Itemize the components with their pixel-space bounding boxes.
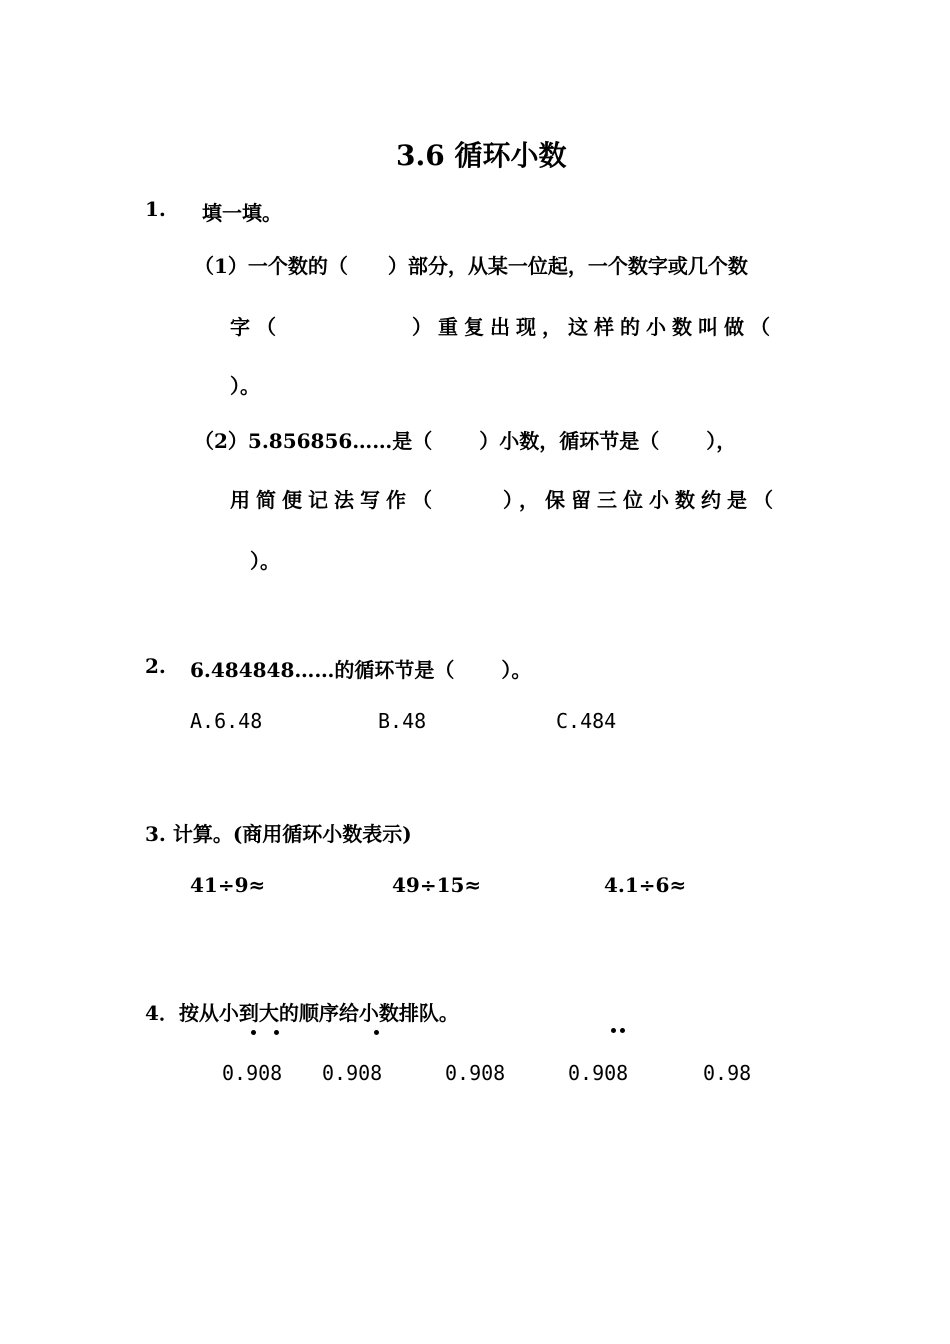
q4-number-1: 0.908	[222, 1061, 283, 1085]
repeat-dot	[620, 1028, 625, 1033]
q4-number-3: 0.908	[445, 1061, 506, 1085]
q2-option-b: B.48	[378, 709, 427, 733]
q2-text: 6.484848……的循环节是（ ）。	[190, 658, 532, 682]
q4-number-4: 0.908	[568, 1061, 629, 1085]
repeat-dot	[274, 1030, 279, 1035]
q4-number-5: 0.98	[703, 1061, 752, 1085]
q2-option-a: A.6.48	[190, 709, 263, 733]
q3-item-3: 4.1÷6≈	[604, 873, 687, 897]
q3-item-1: 41÷9≈	[190, 873, 266, 897]
q2-number: 2.	[145, 654, 166, 678]
q3-item-2: 49÷15≈	[392, 873, 482, 897]
q1-heading: 填一填。	[202, 201, 282, 225]
repeat-dot	[251, 1030, 256, 1035]
q1-part1-line3: ）。	[230, 374, 260, 398]
page-title: 3.6 循环小数	[396, 139, 567, 172]
q1-part1-line1: （1）一个数的（ ）部分，从某一位起，一个数字或几个数	[194, 254, 748, 278]
q1-part2-line3: ）。	[250, 549, 280, 573]
q1-number: 1.	[145, 197, 166, 221]
q4-heading: 4．按从小到大的顺序给小数排队。	[145, 1001, 459, 1025]
q1-part2-line1: （2）5.856856……是（ ）小数，循环节是（ ），	[194, 429, 737, 453]
repeat-dot	[374, 1030, 379, 1035]
q1-part1-line2: 字（ ）重复出现，这样的小数叫做（	[230, 315, 776, 339]
q3-heading: 3. 计算。(商用循环小数表示)	[145, 822, 412, 846]
repeat-dot	[611, 1028, 616, 1033]
q2-option-c: C.484	[556, 709, 617, 733]
q4-number-2: 0.908	[322, 1061, 383, 1085]
q1-part2-line2: 用简便记法写作（ ），保留三位小数约是（	[230, 488, 779, 512]
